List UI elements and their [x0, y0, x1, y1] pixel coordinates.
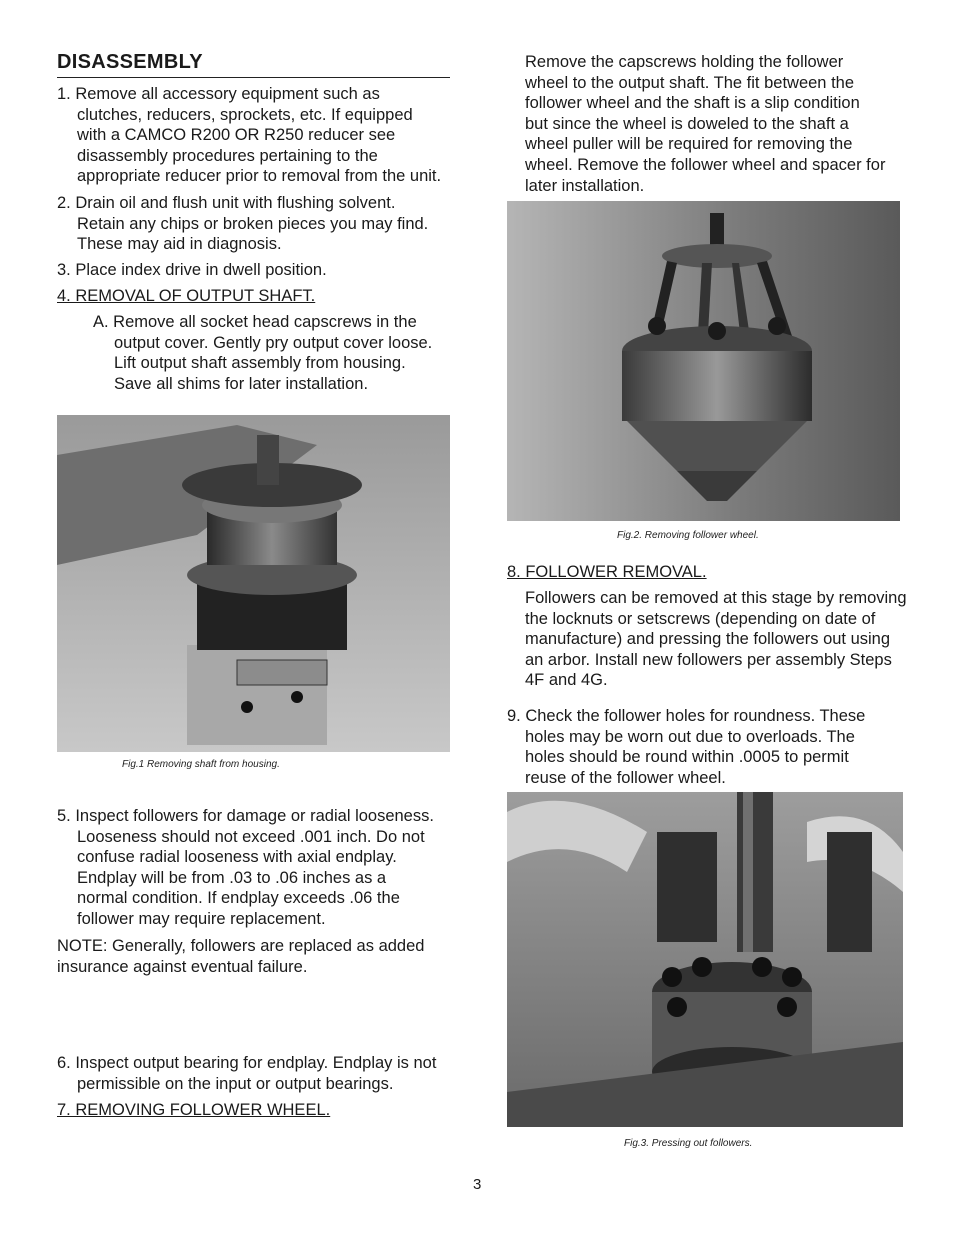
- step-5-line: normal condition. If endplay exceeds .06 the: [77, 889, 400, 908]
- step-2-line: Retain any chips or broken pieces you may find.: [77, 214, 429, 233]
- step-4a-line: Lift output shaft assembly from housing.: [114, 354, 406, 373]
- step-1-line: disassembly procedures pertaining to the: [77, 146, 378, 165]
- step-7-line: Remove the capscrews holding the follower: [525, 53, 844, 71]
- fig1-photo: [57, 415, 450, 752]
- step-6: [57, 1053, 436, 1094]
- step-7-line: wheel puller will be required for removing the: [525, 135, 853, 154]
- step-8-text: [525, 588, 907, 691]
- fig3-caption: Fig.3. Pressing out followers.: [624, 1138, 753, 1149]
- step-7-line: later installation.: [525, 176, 645, 195]
- note: [57, 936, 424, 977]
- step-9-line: reuse of the follower wheel.: [525, 768, 726, 787]
- step-9-line: holes should be round within .0005 to permit: [525, 748, 849, 767]
- step-4-heading: 4. REMOVAL OF OUTPUT SHAFT.: [57, 287, 316, 305]
- step-5-line: Looseness should not exceed .001 inch. Do not: [77, 827, 425, 846]
- step-8-line: 4F and 4G.: [525, 671, 608, 690]
- step-3: 3. Place index drive in dwell position.: [57, 261, 327, 279]
- fig1-caption: Fig.1 Removing shaft from housing.: [122, 759, 280, 770]
- step-7-line: follower wheel and the shaft is a slip condition: [525, 94, 860, 113]
- step-8-line: manufacture) and pressing the followers out using: [525, 630, 891, 649]
- step-8-line: an arbor. Install new followers per assembly Steps: [525, 650, 892, 669]
- step-5-line: confuse radial looseness with axial endplay.: [77, 848, 397, 867]
- step-8-line: Followers can be removed at this stage by removing: [525, 589, 907, 607]
- step-8-heading: 8. FOLLOWER REMOVAL.: [507, 563, 707, 581]
- step-1-line: clutches, reducers, sprockets, etc. If equipped: [77, 105, 413, 124]
- step-5-line: follower may require replacement.: [77, 909, 326, 928]
- step-9-line: 9. Check the follower holes for roundness. These: [507, 707, 866, 725]
- step-2-line: These may aid in diagnosis.: [77, 235, 282, 254]
- fig3-photo: [507, 792, 903, 1127]
- step-2-line: 2. Drain oil and flush unit with flushing solvent.: [57, 194, 396, 212]
- step-1-line: with a CAMCO R200 OR R250 reducer see: [77, 126, 396, 145]
- fig2-photo: [507, 201, 900, 521]
- section-heading: DISASSEMBLY: [57, 51, 450, 78]
- step-7-line: wheel to the output shaft. The fit between the: [525, 73, 855, 92]
- step-6-line: 6. Inspect output bearing for endplay. Endplay is not: [57, 1054, 437, 1072]
- step-1-line: 1. Remove all accessory equipment such as: [57, 85, 380, 103]
- step-7-text: [525, 52, 885, 196]
- step-7-heading: 7. REMOVING FOLLOWER WHEEL.: [57, 1101, 331, 1119]
- note-line: insurance against eventual failure.: [57, 957, 308, 976]
- step-4a-line: Save all shims for later installation.: [114, 374, 369, 393]
- step-1-line: appropriate reducer prior to removal from the unit.: [77, 167, 442, 186]
- step-7-line: wheel. Remove the follower wheel and spacer for: [525, 155, 886, 174]
- note-line: NOTE: Generally, followers are replaced as added: [57, 937, 425, 955]
- step-1: [57, 84, 441, 187]
- step-5-line: 5. Inspect followers for damage or radial looseness.: [57, 807, 434, 825]
- fig2-caption: Fig.2. Removing follower wheel.: [617, 530, 759, 541]
- step-9-line: holes may be worn out due to overloads. The: [525, 727, 855, 746]
- step-5-line: Endplay will be from .03 to .06 inches as a: [77, 868, 387, 887]
- step-2: [57, 193, 428, 255]
- page-number: 3: [473, 1176, 482, 1193]
- step-4a-line: output cover. Gently pry output cover loose.: [114, 333, 433, 352]
- step-6-line: permissible on the input or output bearings.: [77, 1074, 394, 1093]
- step-7-line: but since the wheel is doweled to the shaft a: [525, 114, 849, 133]
- step-5: [57, 806, 434, 930]
- step-4a: [93, 312, 432, 394]
- step-4a-line: A. Remove all socket head capscrews in the: [93, 313, 417, 331]
- step-8-line: the locknuts or setscrews (depending on date of: [525, 609, 876, 628]
- step-9: [507, 706, 865, 788]
